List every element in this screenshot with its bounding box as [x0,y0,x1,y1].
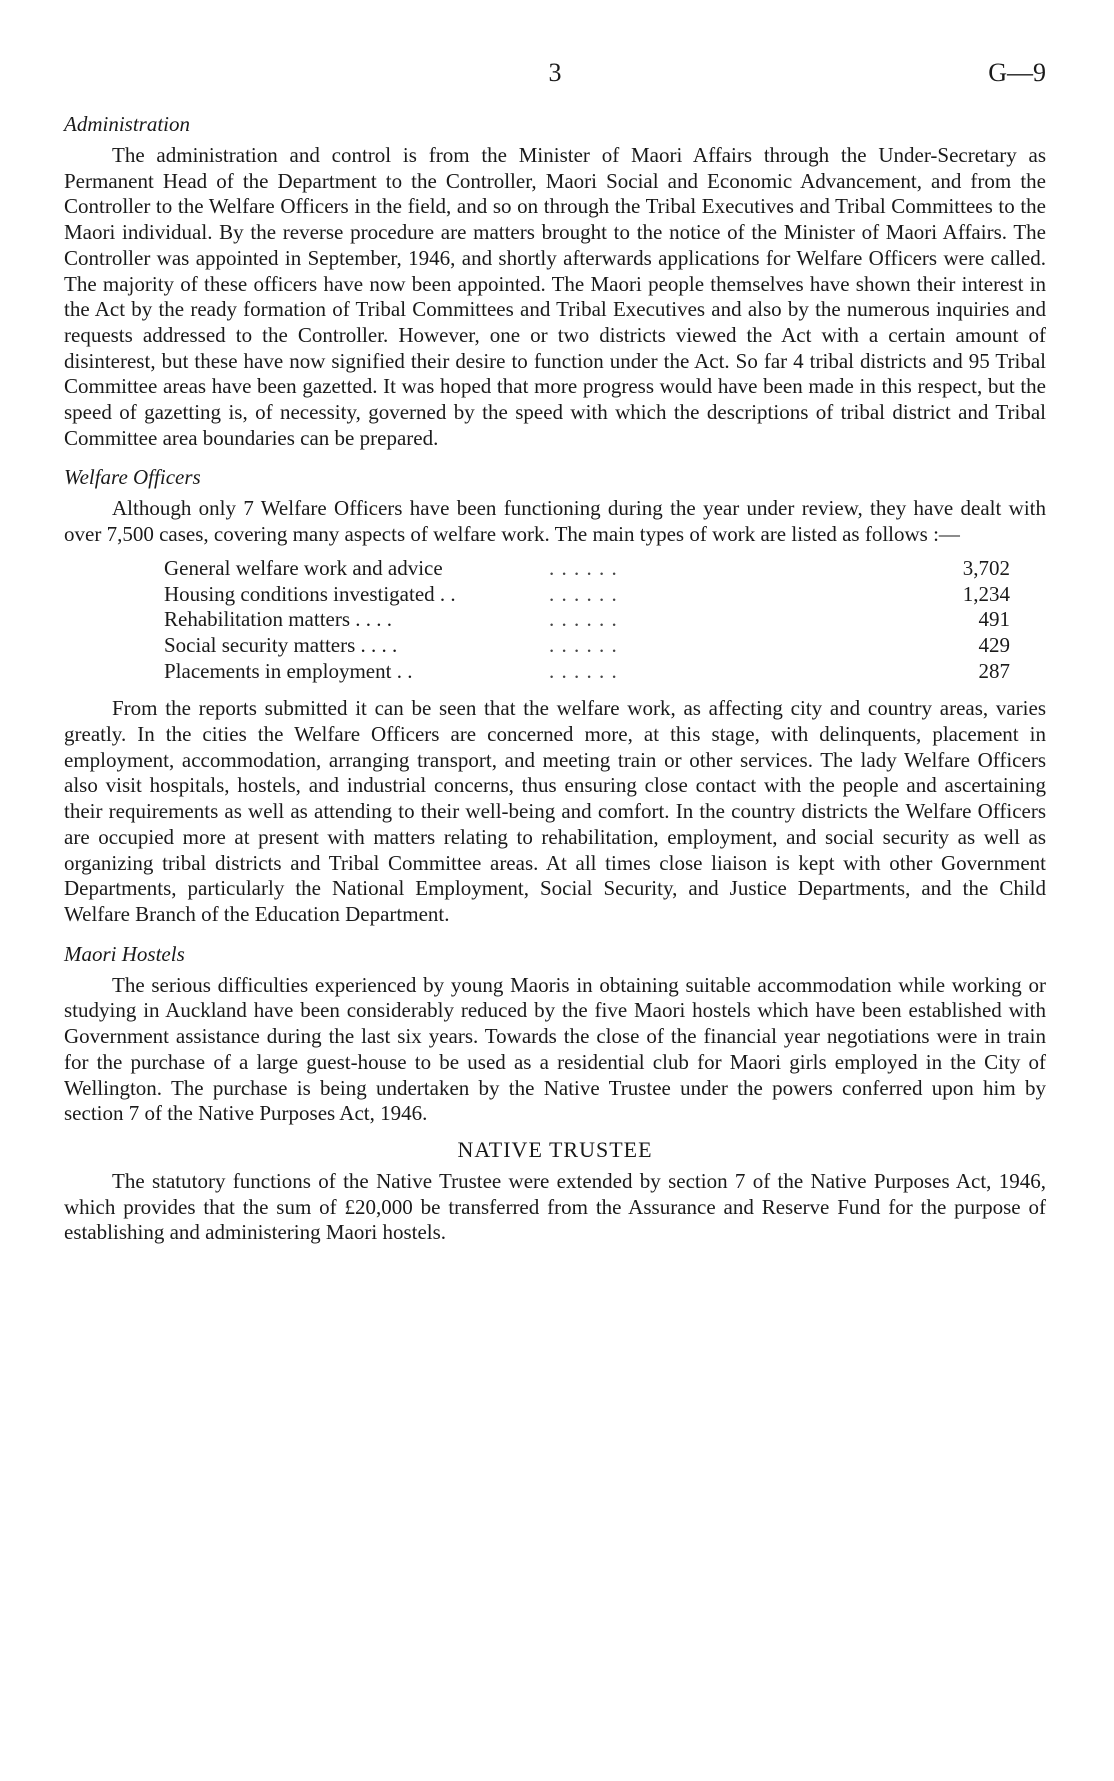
paragraph: The serious difficulties experienced by young Maoris in obtaining suitable accommodation while working or studying in Auckland have been considerably reduced by the five Maori hostels which have been established with Government assistance during the last six years. Towards the close of the financial year negotiations were in train for the purchase of a large guest-house to be used as a residential club for Maori girls employed in the City of Wellington. The purchase is being undertaken by the Native Trustee under the powers conferred upon him by section 7 of the Native Purposes Act, 1946. [64,972,1046,1126]
section-native-trustee [64,1137,1046,1246]
leader-dots: . . . . . . [549,658,618,683]
leader-dots: . . . . . . [549,555,618,580]
work-type-count: 1,234 [962,581,1010,606]
work-type-count: 287 [978,658,1010,683]
work-type-count: 3,702 [962,555,1010,580]
paragraph: The statutory functions of the Native Trustee were extended by section 7 of the Native Purposes Act, 1946, which provides that the sum of £20,000 be transferred from the Assurance and Reserve Fund for the purpose of establishing and administering Maori hostels. [64,1168,1046,1245]
section-heading: Maori Hostels [64,941,185,966]
paragraph: Although only 7 Welfare Officers have been functioning during the year under review, they have dealt with over 7,500 cases, covering many aspects of welfare work. The main types of work are listed as follows :— [64,496,1046,547]
work-type-count: 491 [978,607,1010,632]
section-administration [64,112,1046,451]
work-type-count: 429 [978,632,1010,657]
paragraph: From the reports submitted it can be seen that the welfare work, as affecting city and country areas, varies greatly. In the cities the Welfare Officers are concerned more, at this stage, with delinquents, placement in employment, accommodation, arranging transport, and meeting train or other services. The lady Welfare Officers also visit hospitals, hostels, and industrial concerns, thus ensuring close contact with the people and ascertaining their requirements as well as attending to their well-being and comfort. In the country districts the Welfare Officers are occupied more at present with matters relating to rehabilitation, employment, and social security as well as organizing tribal districts and Tribal Committee areas. At all times close liaison is kept with other Government Departments, particularly the National Employment, Social Security, and Justice Departments, and the Child Welfare Branch of the Education Department. [64,696,1046,926]
leader-dots: . . . . . . [549,632,618,657]
section-title: NATIVE TRUSTEE [457,1136,653,1162]
list-item [164,556,1010,582]
leader-dots: . . . . . . [549,607,618,632]
work-type-label: Placements in employment . . [164,658,413,683]
section-heading: Administration [64,112,191,136]
page-header [64,58,1046,98]
document-reference: G—9 [988,58,1046,87]
work-type-label: Social security matters . . . . [164,632,398,657]
section-welfare-officers [64,465,1046,927]
work-type-label: Rehabilitation matters . . . . [164,607,393,632]
paragraph: The administration and control is from the Minister of Maori Affairs through the Under-Secretary as Permanent Head of the Department to the Controller, Maori Social and Economic Advancement, and from the Controller to the Welfare Officers in the field, and so on through the Tribal Executives and Tribal Committees to the Maori individual. By the reverse procedure are matters brought to the notice of the Minister of Maori Affairs. The Controller was appointed in September, 1946, and shortly afterwards applications for Welfare Officers were called. The majority of these officers have now been appointed. The Maori people themselves have shown their interest in the Act by the ready formation of Tribal Committees and Tribal Executives and also by the numerous inquiries and requests addressed to the Controller. However, one or two districts viewed the Act with a certain amount of disinterest, but these have now signified their desire to function under the Act. So far 4 tribal districts and 95 Tribal Committee areas have been gazetted. It was hoped that more progress would have been made in this respect, but the speed of gazetting is, of necessity, governed by the speed with which the descriptions of tribal district and Tribal Committee area boundaries can be prepared. [64,143,1046,450]
section-heading: Welfare Officers [64,465,201,490]
work-type-label: General welfare work and advice [164,555,443,580]
list-item [164,582,1010,608]
list-item [164,659,1010,685]
work-type-label: Housing conditions investigated . . [164,581,456,606]
page-number: 3 [548,58,562,87]
section-maori-hostels [64,942,1046,1127]
list-item [164,607,1010,633]
list-item [164,633,1010,659]
work-types-list [164,556,1010,685]
leader-dots: . . . . . . [549,581,618,606]
